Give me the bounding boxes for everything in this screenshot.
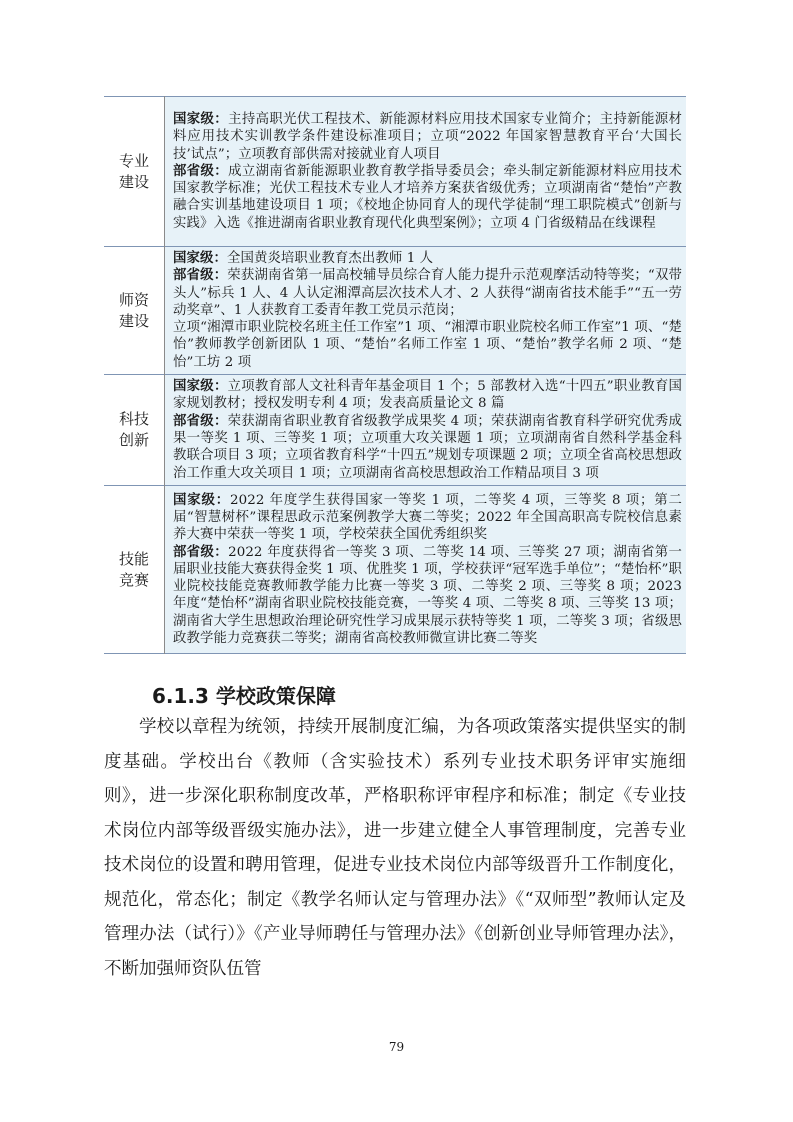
content-paragraph xyxy=(173,378,682,413)
category-label-line-2: 竞赛 xyxy=(118,570,149,589)
paragraph-text: 立项教育部人文社科青年基金项目 1 个；5 部教材入选“十四五”职业教育国家规划教材；授权发明专利 4 项；发表高质量论文 8 篇 xyxy=(173,379,682,412)
category-label-line-1: 科技 xyxy=(118,410,149,428)
table-row-faculty xyxy=(104,247,686,375)
category-cell xyxy=(104,486,165,654)
paragraph-text: 2022 年度学生获得国家一等奖 1 项，二等奖 4 项，三等奖 8 项；第二届“智慧树杯”课程思政示范案例教学大赛二等奖；2022 年全国高职高专院校信息素养大赛中荣获一等奖 1 项，学校荣获全国优秀组织奖 xyxy=(173,492,682,543)
level-label: 部省级： xyxy=(173,162,229,179)
table-row-research xyxy=(104,375,686,486)
category-label-line-1: 师资 xyxy=(118,290,149,309)
paragraph-text: 荣获湖南省职业教育省级教学成果奖 4 项；荣获湖南省教育科学研究优秀成果一等奖 1 项、三等奖 1 项；立项重大攻关课题 1 项；立项湖南省自然科学基金科教联合项目 3 项；立项省教育科学“十四五”规划专项课题 2 项；立项全省高校思想政治工作重大攻关项目 1 项；立项湖南省高校思想政治工作精品项目 3 项 xyxy=(173,413,683,481)
content-paragraph xyxy=(173,267,682,319)
level-label: 国家级： xyxy=(173,491,231,508)
content-cell xyxy=(165,486,687,654)
level-label: 部省级： xyxy=(173,412,228,429)
section-body-paragraph: 学校以章程为统领，持续开展制度汇编，为各项政策落实提供坚实的制度基础。学校出台《教师（含实验技术）系列专业技术职务评审实施细则》，进一步深化职称制度改革，严格职称评审程序和标准；制定《专业技术岗位内部等级晋级实施办法》，进一步建立健全人事管理制度，完善专业技术岗位的设置和聘用管理，促进专业技术岗位内部等级晋升工作制度化，规范化，常态化；制定《教学名师认定与管理办法》《“双师型”教师认定及管理办法（试行）》《产业导师聘任与管理办法》《创新创业导师管理办法》，不断加强师资队伍管 xyxy=(104,717,686,979)
table-row-competition xyxy=(104,486,686,654)
paragraph-text: 全国黄炎培职业教育杰出教师 1 人 xyxy=(226,250,434,266)
achievements-table-body xyxy=(104,97,686,654)
content-cell xyxy=(165,97,687,247)
category-label-line-2: 建设 xyxy=(118,311,149,330)
category-cell xyxy=(104,97,165,247)
content-paragraph xyxy=(173,250,682,267)
paragraph-text: 立项“湘潭市职业院校名班主任工作室”1 项、“湘潭市职业院校名师工作室”1 项、“楚怡”教师教学创新团队 1 项、“楚怡”名师工作室 1 项、“楚怡”教学名师 2 项、“楚怡”工坊 2 项 xyxy=(173,320,682,370)
content-paragraph xyxy=(173,163,682,232)
level-label: 国家级： xyxy=(173,378,228,395)
section-heading: 6.1.3 学校政策保障 xyxy=(152,684,336,708)
content-paragraph xyxy=(173,413,682,482)
category-label-line-1: 专业 xyxy=(118,151,149,170)
level-label: 部省级： xyxy=(173,267,228,284)
level-label: 国家级： xyxy=(173,110,229,127)
level-label: 国家级： xyxy=(173,249,227,266)
paragraph-text: 主持高职光伏工程技术、新能源材料应用技术国家专业简介；主持新能源材料应用技术实训教学条件建设标准项目；立项“2022 年国家智慧教育平台‘大国长技’试点”；立项教育部供需对接就业育人项目 xyxy=(173,111,682,162)
category-cell xyxy=(104,375,165,486)
content-paragraph xyxy=(173,111,682,163)
category-cell xyxy=(104,247,165,375)
category-label-line-2: 创新 xyxy=(118,431,149,449)
paragraph-text: 2022 年度获得省一等奖 3 项、二等奖 14 项、三等奖 27 项；湖南省第一届职业技能大赛获得金奖 1 项、优胜奖 1 项，学校获评“冠军选手单位”；“楚怡杯”职业院校技能竞赛教师教学能力比赛一等奖 3 项、二等奖 2 项、三等奖 8 项；2023 年度“楚怡杯”湖南省职业院校技能竞赛，一等奖 4 项、二等奖 8 项、三等奖 13 项；湖南省大学生思想政治理论研究性学习成果展示获特等奖 1 项，二等奖 3 项；省级思政教学能力竞赛获二等奖；湖南省高校教师微宣讲比赛二等奖 xyxy=(173,544,682,647)
table-row-specialty xyxy=(104,97,686,247)
category-label-line-1: 技能 xyxy=(118,549,149,568)
page-number: 79 xyxy=(388,1040,405,1054)
content-cell xyxy=(165,247,687,375)
content-paragraph xyxy=(173,544,682,648)
content-paragraph xyxy=(173,492,682,544)
achievements-table xyxy=(104,96,686,654)
category-label-line-2: 建设 xyxy=(118,172,149,191)
content-cell xyxy=(165,375,687,486)
paragraph-text: 成立湖南省新能源职业教育教学指导委员会；牵头制定新能源材料应用技术国家教学标准；光伏工程技术专业人才培养方案获省级优秀；立项湖南省“楚怡”产教融合实训基地建设项目 1 项；《校地企协同育人的现代学徒制“理工职院模式”创新与实践》入选《推进湖南省职业教育现代化典型案例》；立项 4 门省级精品在线课程 xyxy=(173,163,682,231)
content-paragraph xyxy=(173,319,682,371)
level-label: 部省级： xyxy=(173,543,229,560)
paragraph-text: 荣获湖南省第一届高校辅导员综合育人能力提升示范观摩活动特等奖；“双带头人”标兵 1 人、4 人认定湘潭高层次技术人才、2 人获得“湖南省技术能手”“五一劳动奖章”、1 人获教育工委青年教工党员示范岗； xyxy=(173,268,682,318)
